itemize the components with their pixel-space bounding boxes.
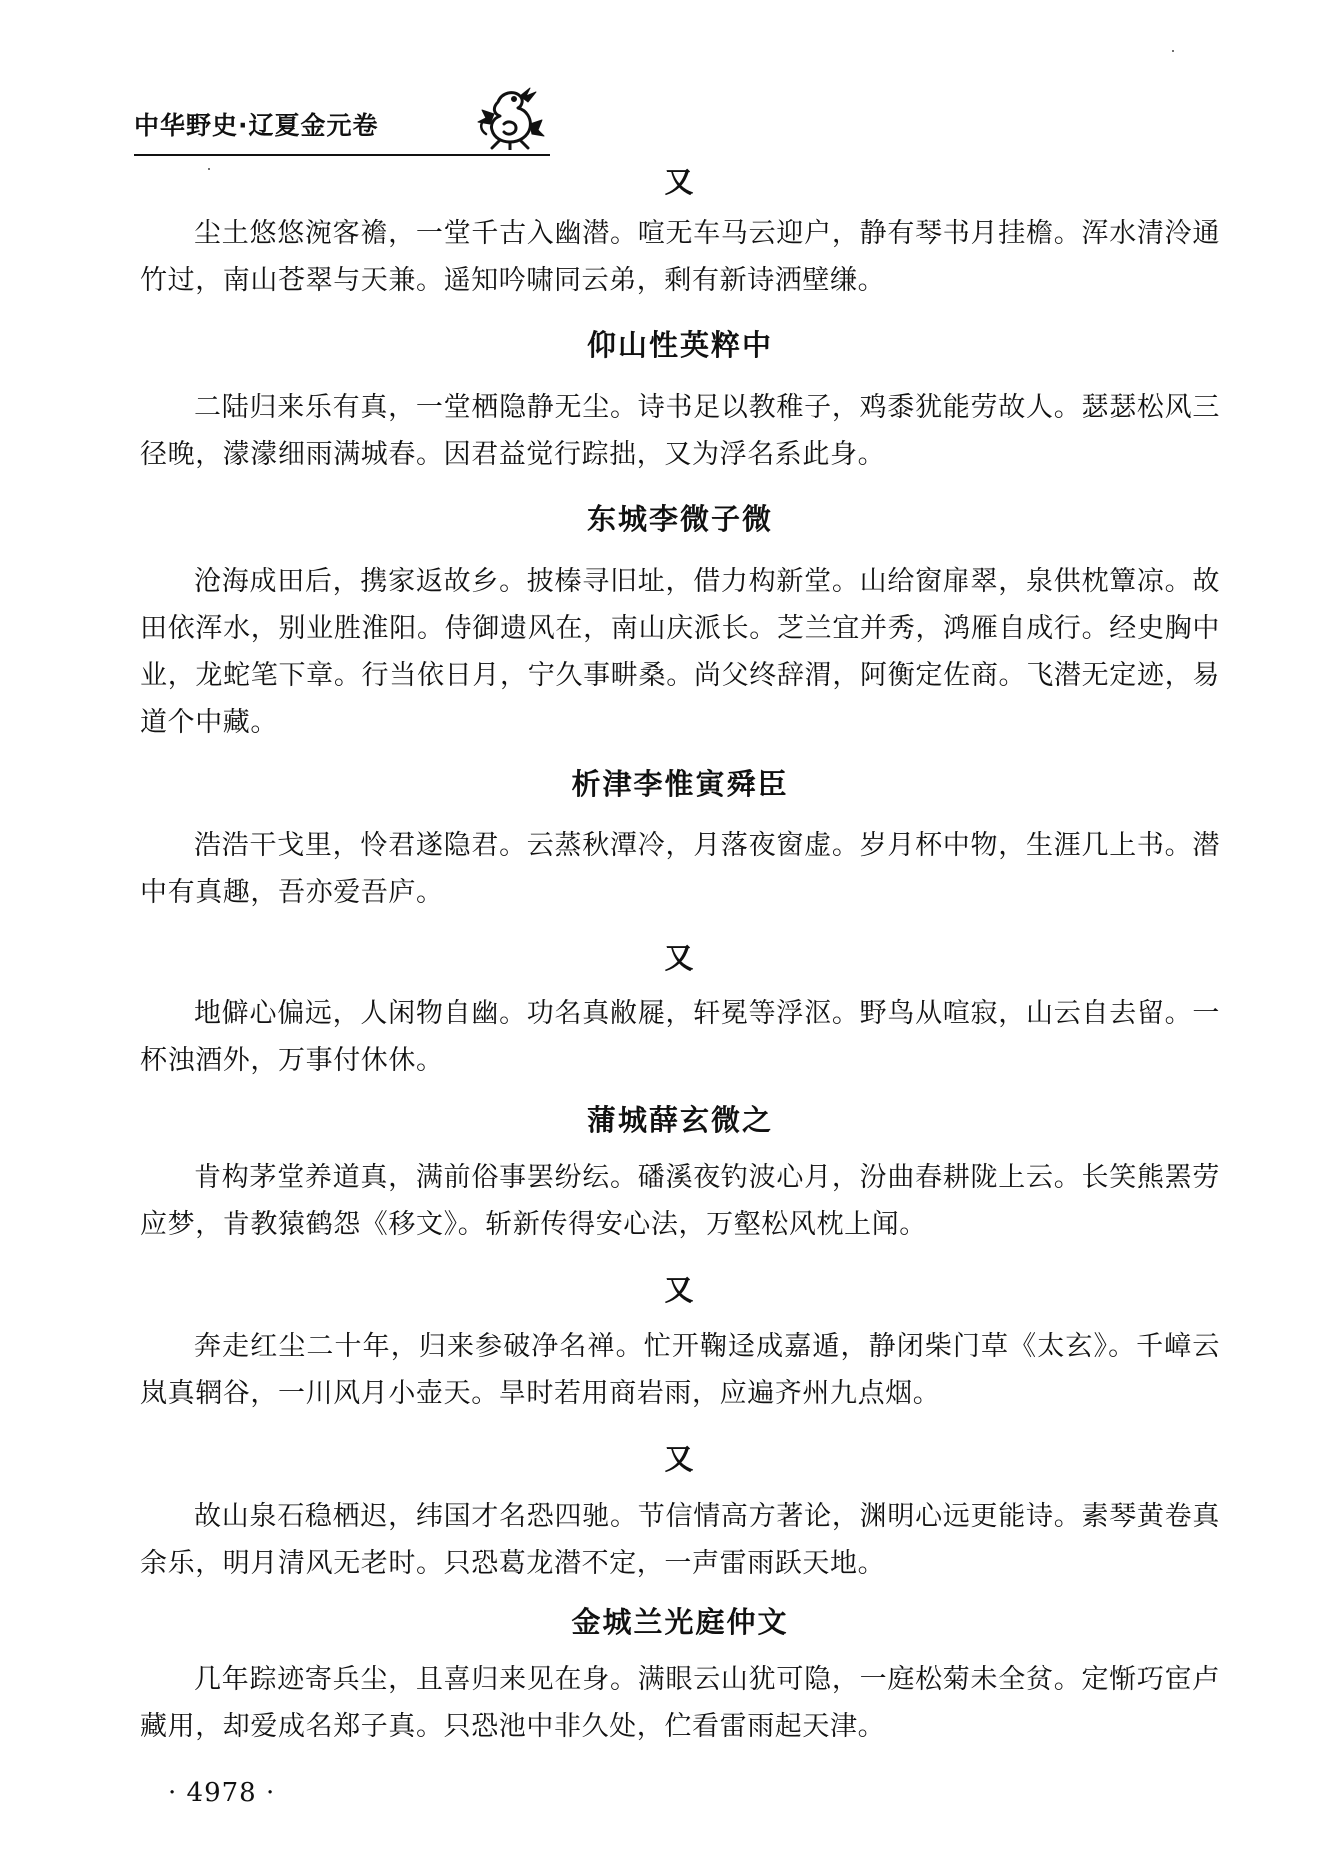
poem-title: 又 — [664, 1273, 696, 1307]
running-header — [134, 84, 550, 156]
poem-title: 析津李惟寅舜臣 — [571, 767, 789, 801]
dragon-emblem-icon — [474, 84, 546, 150]
poem-title: 金城兰光庭仲文 — [571, 1605, 789, 1639]
poem-text: 地僻心偏远，人闲物自幽。功名真敝屣，轩冕等浮沤。野鸟从喧寂，山云自去留。一杯浊酒外，万事付休休。 — [140, 998, 1220, 1076]
poem-title: 又 — [664, 941, 696, 975]
poem-title: 蒲城薛玄微之 — [586, 1103, 773, 1137]
poem-title: 仰山性英粹中 — [586, 328, 773, 362]
scan-speck — [1172, 50, 1174, 52]
book-title: 中华野史·辽夏金元卷 — [134, 111, 379, 140]
poem-text: 沧海成田后，携家返故乡。披榛寻旧址，借力构新堂。山给窗扉翠，泉供枕簟凉。故田依浑水，别业胜淮阳。侍御遗风在，南山庆派长。芝兰宜并秀，鸿雁自成行。经史胸中业，龙蛇笔下章。行当依日月，宁久事畊桑。尚父终辞渭，阿衡定佐商。飞潜无定迹，易道个中藏。 — [140, 566, 1220, 738]
poem-text: 故山泉石稳栖迟，纬国才名恐四驰。节信情高方著论，渊明心远更能诗。素琴黄卷真余乐，明月清风无老时。只恐葛龙潜不定，一声雷雨跃天地。 — [140, 1501, 1220, 1579]
poem-title: 又 — [664, 1442, 696, 1476]
poem-text: 浩浩干戈里，怜君遂隐君。云蒸秋潭冷，月落夜窗虚。岁月杯中物，生涯几上书。潜中有真趣，吾亦爱吾庐。 — [140, 830, 1220, 908]
poem-text: 几年踪迹寄兵尘，且喜归来见在身。满眼云山犹可隐，一庭松菊未全贫。定惭巧宦卢藏用，却爱成名郑子真。只恐池中非久处，伫看雷雨起天津。 — [140, 1664, 1220, 1742]
poem-title: 又 — [664, 165, 696, 199]
poem-text: 肯构茅堂养道真，满前俗事罢纷纭。磻溪夜钓波心月，汾曲春耕陇上云。长笑熊罴劳应梦，肯教猿鹤怨《移文》。斩新传得安心法，万壑松风枕上闻。 — [140, 1162, 1220, 1240]
poem-title: 东城李微子微 — [586, 502, 773, 536]
poem-text: 二陆归来乐有真，一堂栖隐静无尘。诗书足以教稚子，鸡黍犹能劳故人。瑟瑟松风三径晚，濛濛细雨满城春。因君益觉行踪拙，又为浮名系此身。 — [140, 392, 1220, 470]
poem-text: 尘土悠悠涴客襜，一堂千古入幽潜。喧无车马云迎户，静有琴书月挂檐。浑水清泠通竹过，南山苍翠与天兼。遥知吟啸同云弟，剩有新诗洒壁缣。 — [140, 218, 1220, 296]
poem-text: 奔走红尘二十年，归来参破净名禅。忙开鞠迳成嘉遁，静闭柴门草《太玄》。千嶂云岚真辋谷，一川风月小壶天。旱时若用商岩雨，应遍齐州九点烟。 — [140, 1331, 1220, 1409]
page-number: · 4978 · — [168, 1778, 276, 1808]
